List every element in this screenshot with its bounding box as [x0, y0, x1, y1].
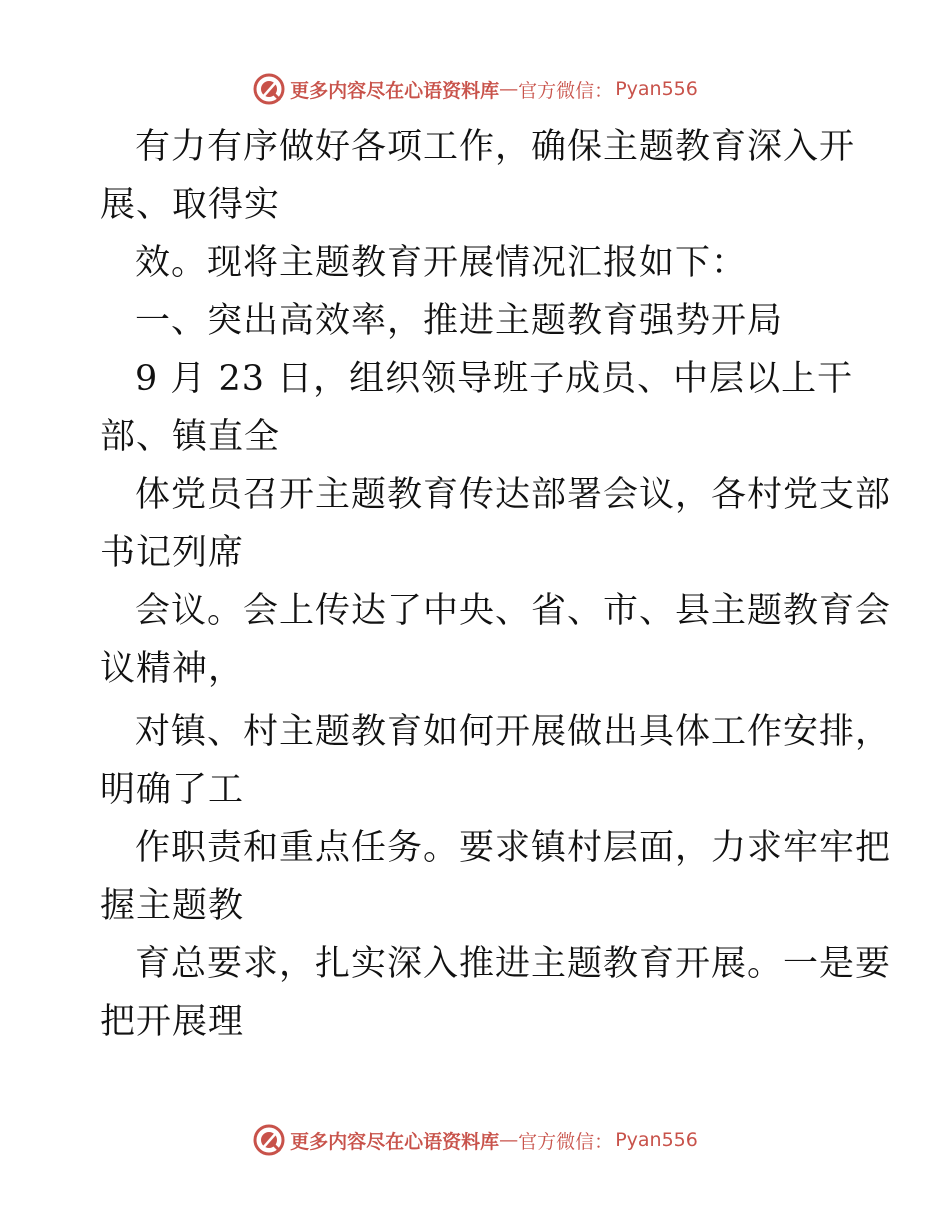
watermark-handle: Pyan556 [615, 78, 698, 100]
text-line: 效。现将主题教育开展情况汇报如下： [135, 243, 748, 283]
section-heading: 一、突出高效率，推进主题教育强势开局 [135, 301, 784, 341]
text-line: 有力有序做好各项工作，确保主题教育深入开 [135, 127, 856, 167]
watermark-channel: 官方微信： [518, 1130, 614, 1153]
text-line: 育总要求，扎实深入推进主题教育开展。一是要 [135, 944, 892, 984]
text-line: 会议。会上传达了中央、省、市、县主题教育会 [135, 591, 892, 631]
text-line: 握主题教 [100, 886, 245, 926]
watermark-banner-bottom [0, 1123, 950, 1157]
text-line: 把开展理 [100, 1002, 245, 1042]
text-line: 部、镇直全 [100, 417, 281, 457]
watermark-prefix: 更多内容尽在心语资料库 [290, 1130, 500, 1153]
watermark-dash: — [499, 1129, 519, 1151]
watermark-prefix: 更多内容尽在心语资料库 [290, 79, 500, 102]
text-line: 书记列席 [100, 533, 245, 573]
watermark-handle: Pyan556 [615, 1129, 698, 1151]
text-line: 明确了工 [100, 770, 245, 810]
text-line: 体党员召开主题教育传达部署会议，各村党支部 [135, 475, 892, 515]
watermark-dash: — [499, 78, 519, 100]
text-line: 9 月 23 日，组织领导班子成员、中层以上干 [135, 359, 854, 399]
text-line: 展、取得实 [100, 185, 281, 225]
text-line: 议精神， [100, 649, 245, 689]
text-line: 作职责和重点任务。要求镇村层面，力求牢牢把 [135, 828, 892, 868]
seal-logo-icon [252, 1123, 286, 1157]
watermark-channel: 官方微信： [518, 79, 614, 102]
text-line: 对镇、村主题教育如何开展做出具体工作安排， [135, 712, 892, 752]
